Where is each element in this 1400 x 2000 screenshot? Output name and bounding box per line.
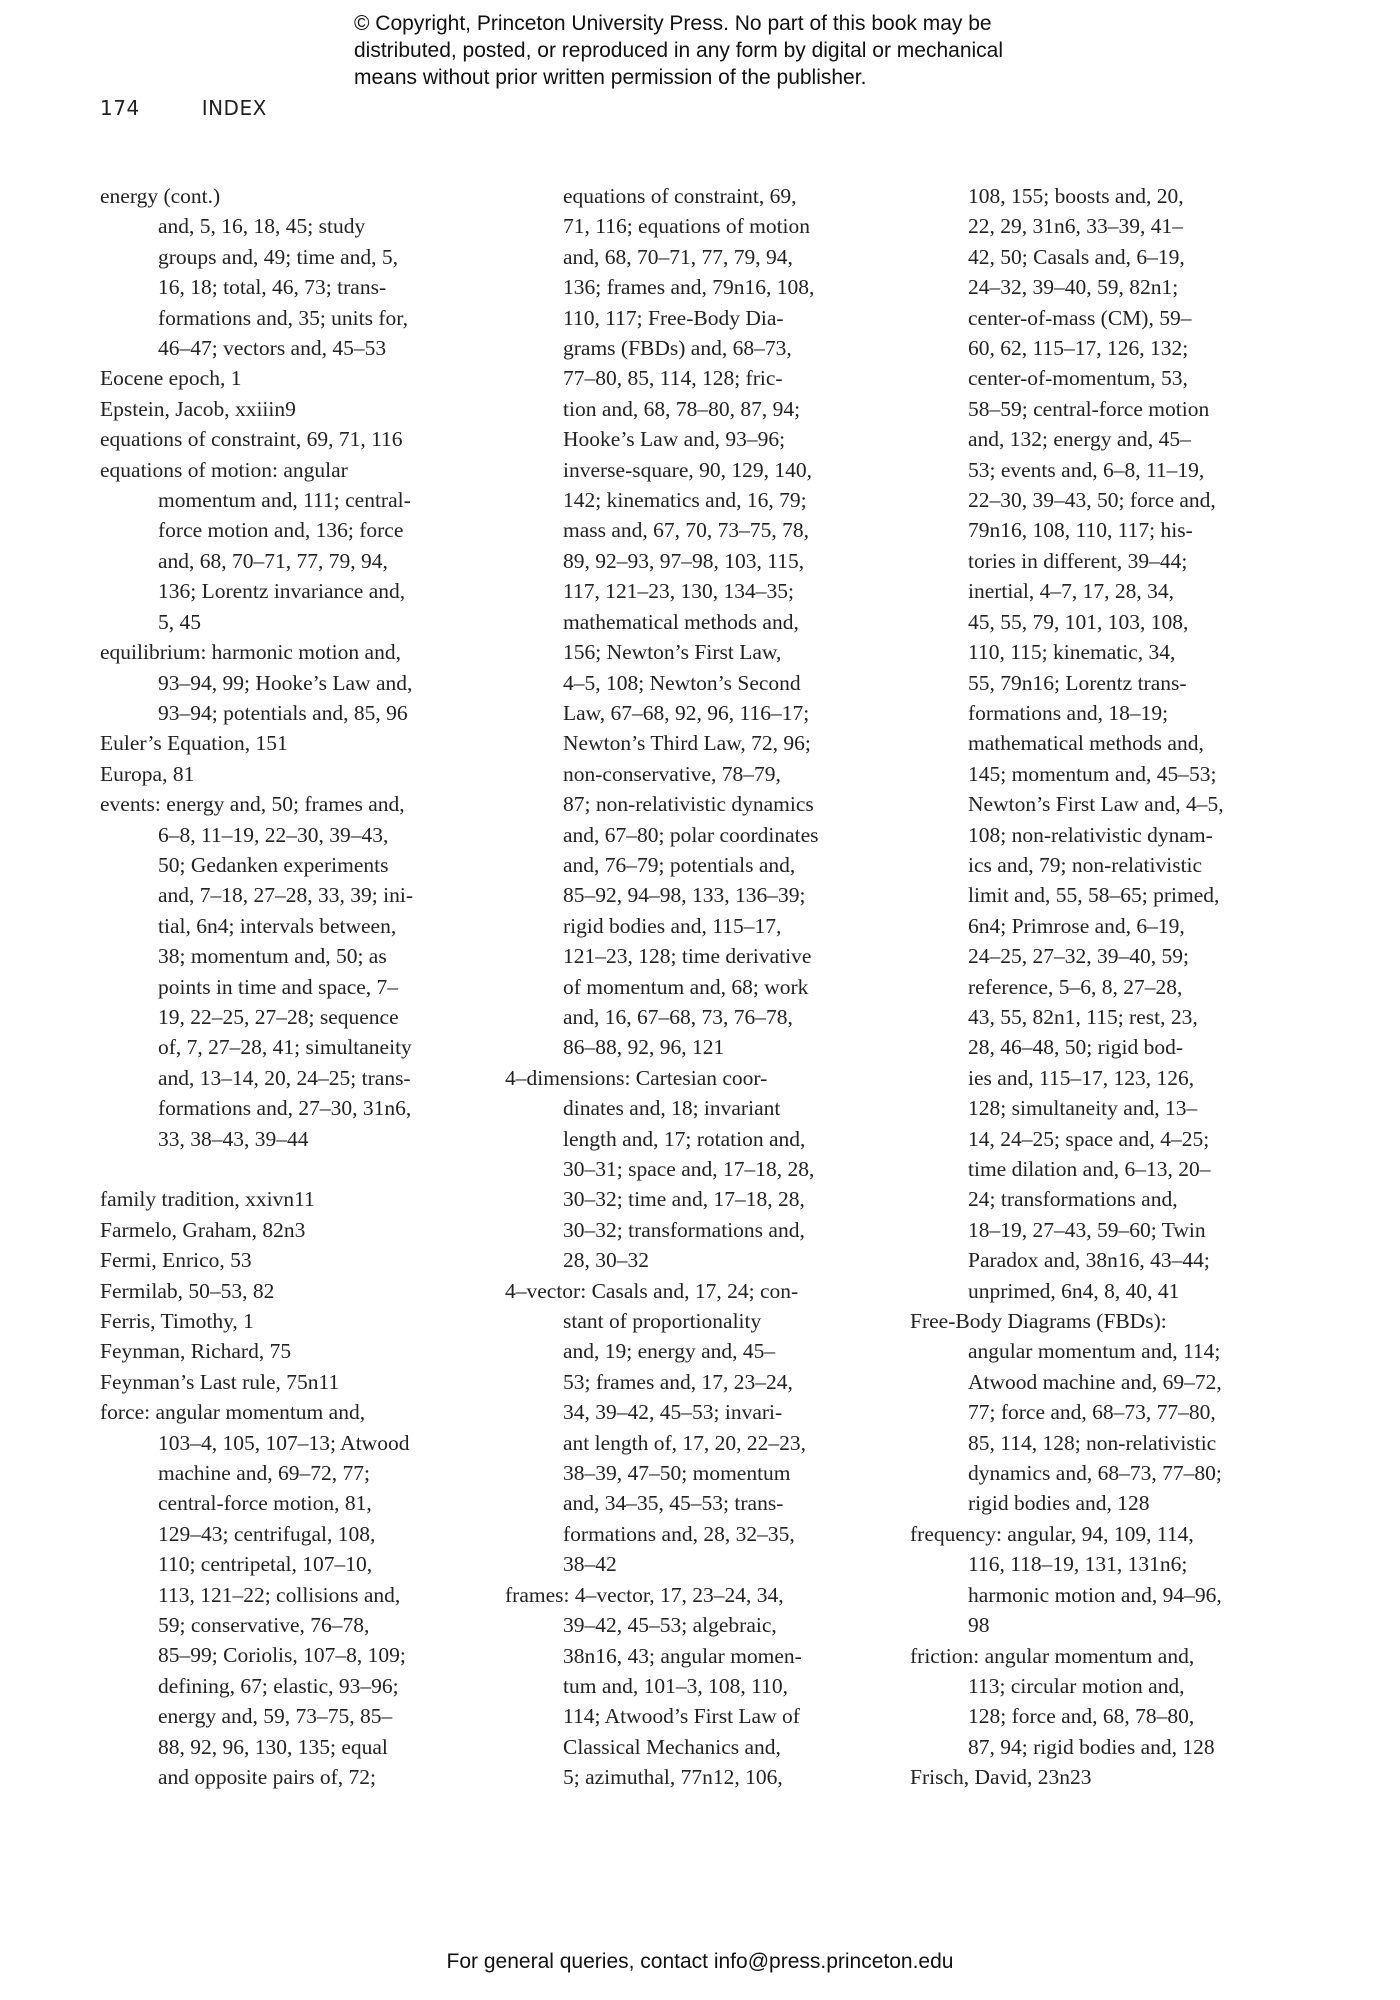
index-continuation-line: and, 68, 70–71, 77, 79, 94, [158,548,388,573]
index-continuation-line: 110; centripetal, 107–10, [158,1552,373,1577]
index-continuation-line: 128; force and, 68, 78–80, [968,1704,1195,1729]
index-continuation-line: groups and, 49; time and, 5, [158,244,399,269]
index-continuation-line: ies and, 115–17, 123, 126, [968,1065,1195,1090]
footer-contact: For general queries, contact info@press.princeton.edu [446,1950,954,1973]
index-continuation-line: 136; Lorentz invariance and, [158,579,406,604]
index-continuation-line: 39–42, 45–53; algebraic, [563,1613,777,1638]
index-continuation-line: 113; circular motion and, [968,1673,1185,1698]
copyright-line: distributed, posted, or reproduced in any form by digital or mechanical [354,39,1004,62]
index-continuation-line: 114; Atwood’s First Law of [563,1704,800,1729]
index-entry: equations of constraint, 69, 71, 116 [100,427,403,452]
index-column-2 [505,181,905,1793]
index-continuation-line: formations and, 27–30, 31n6, [158,1096,412,1121]
index-continuation-line: 24–25, 27–32, 39–40, 59; [968,944,1189,969]
index-entry: energy (cont.) [100,184,221,208]
index-continuation-line: 87; non-relativistic dynamics [563,792,814,817]
index-continuation-line: rigid bodies and, 115–17, [563,913,782,938]
index-continuation-line: and, 76–79; potentials and, [563,852,796,877]
index-spacer [100,1154,500,1184]
index-entry: friction: angular momentum and, [910,1643,1195,1668]
index-continuation-line: 71, 116; equations of motion [563,214,811,239]
index-continuation-line: machine and, 69–72, 77; [158,1461,370,1486]
index-continuation-line: 53; events and, 6–8, 11–19, [968,457,1205,482]
index-continuation-line: 6n4; Primrose and, 6–19, [968,913,1185,938]
index-continuation-line: 128; simultaneity and, 13– [968,1096,1198,1121]
index-entry: Free-Body Diagrams (FBDs): [910,1309,1167,1334]
index-continuation-line: 86–88, 92, 96, 121 [563,1035,725,1060]
index-continuation-line: 43, 55, 82n1, 115; rest, 23, [968,1004,1198,1029]
index-continuation-line: limit and, 55, 58–65; primed, [968,883,1220,908]
index-continuation-line: 142; kinematics and, 16, 79; [563,488,807,513]
page-number: 174 [100,96,140,120]
index-continuation-line: 34, 39–42, 45–53; invari- [563,1400,783,1425]
index-continuation-line: Paradox and, 38n16, 43–44; [968,1248,1210,1273]
index-continuation-line: and, 7–18, 27–28, 33, 39; ini- [158,883,413,908]
index-continuation-line: 4–5, 108; Newton’s Second [563,670,801,695]
index-continuation-line: grams (FBDs) and, 68–73, [563,336,792,361]
index-entry: frames: 4–vector, 17, 23–24, 34, [505,1582,784,1607]
index-continuation-line: length and, 17; rotation and, [563,1126,806,1151]
index-continuation-line: points in time and space, 7– [158,974,399,999]
index-continuation-line: 42, 50; Casals and, 6–19, [968,244,1185,269]
index-entry: equilibrium: harmonic motion and, [100,640,401,665]
index-continuation-line: reference, 5–6, 8, 27–28, [968,974,1183,999]
index-continuation-line: 59; conservative, 76–78, [158,1613,370,1638]
index-continuation-line: 53; frames and, 17, 23–24, [563,1369,793,1394]
index-continuation-line: mathematical methods and, [563,609,799,634]
index-continuation-line: angular momentum and, 114; [968,1339,1221,1364]
index-entry: force: angular momentum and, [100,1400,366,1425]
index-continuation-line: 87, 94; rigid bodies and, 128 [968,1734,1215,1759]
index-continuation-line: dynamics and, 68–73, 77–80; [968,1461,1222,1486]
index-continuation-line: and, 34–35, 45–53; trans- [563,1491,784,1516]
index-continuation-line: Atwood machine and, 69–72, [968,1369,1222,1394]
index-continuation-line: 98 [968,1613,990,1638]
index-continuation-line: momentum and, 111; central- [158,488,411,513]
page-title: INDEX [201,96,267,120]
index-entry: Euler’s Equation, 151 [100,731,288,756]
index-continuation-line: and, 16, 67–68, 73, 76–78, [563,1004,793,1029]
index-continuation-line: force motion and, 136; force [158,518,404,543]
index-entry: equations of motion: angular [100,457,348,482]
index-continuation-line: 89, 92–93, 97–98, 103, 115, [563,548,805,573]
index-continuation-line: 110, 117; Free-Body Dia- [563,305,784,330]
index-column-3 [910,181,1310,1793]
index-continuation-line: 136; frames and, 79n16, 108, [563,275,815,300]
index-continuation-line: of, 7, 27–28, 41; simultaneity [158,1035,412,1060]
index-continuation-line: 46–47; vectors and, 45–53 [158,336,387,361]
index-continuation-line: 55, 79n16; Lorentz trans- [968,670,1187,695]
index-continuation-line: inertial, 4–7, 17, 28, 34, [968,579,1175,604]
index-continuation-line: 108; non-relativistic dynam- [968,822,1213,847]
index-entry: family tradition, xxivn11 [100,1187,315,1212]
index-continuation-line: and, 132; energy and, 45– [968,427,1191,452]
index-continuation-line: 22, 29, 31n6, 33–39, 41– [968,214,1183,239]
index-continuation-line: tion and, 68, 78–80, 87, 94; [563,396,801,421]
index-continuation-line: formations and, 18–19; [968,700,1169,725]
index-continuation-line: 33, 38–43, 39–44 [158,1126,309,1151]
index-entry: 4–dimensions: Cartesian coor- [505,1065,768,1090]
index-continuation-line: 38–39, 47–50; momentum [563,1461,791,1486]
index-continuation-line: 113, 121–22; collisions and, [158,1582,401,1607]
index-continuation-line: 60, 62, 115–17, 126, 132; [968,336,1189,361]
index-entry: Epstein, Jacob, xxiiin9 [100,396,296,421]
index-continuation-line: defining, 67; elastic, 93–96; [158,1673,399,1698]
index-continuation-line: 45, 55, 79, 101, 103, 108, [968,609,1189,634]
index-continuation-line: energy and, 59, 73–75, 85– [158,1704,393,1729]
index-entry: events: energy and, 50; frames and, [100,792,405,817]
index-continuation-line: 103–4, 105, 107–13; Atwood [158,1430,410,1455]
index-entry: Fermilab, 50–53, 82 [100,1278,275,1303]
index-entry: Fermi, Enrico, 53 [100,1248,252,1273]
index-continuation-line: 77; force and, 68–73, 77–80, [968,1400,1216,1425]
index-entry: frequency: angular, 94, 109, 114, [910,1521,1194,1546]
index-continuation-line: 16, 18; total, 46, 73; trans- [158,275,387,300]
index-continuation-line: Hooke’s Law and, 93–96; [563,427,786,452]
index-continuation-line: and, 19; energy and, 45– [563,1339,776,1364]
index-continuation-line: 58–59; central-force motion [968,396,1210,421]
index-entry: Frisch, David, 23n23 [910,1765,1092,1790]
index-entry: Eocene epoch, 1 [100,366,242,391]
index-continuation-line: 121–23, 128; time derivative [563,944,812,969]
index-entry: Feynman, Richard, 75 [100,1339,292,1364]
index-continuation-line: formations and, 35; units for, [158,305,408,330]
index-continuation-line: 85, 114, 128; non-relativistic [968,1430,1217,1455]
index-continuation-line: 85–99; Coriolis, 107–8, 109; [158,1643,406,1668]
index-continuation-line: center-of-mass (CM), 59– [968,305,1192,330]
index-entry: Farmelo, Graham, 82n3 [100,1217,306,1242]
index-continuation-line: 145; momentum and, 45–53; [968,761,1217,786]
index-continuation-line: 77–80, 85, 114, 128; fric- [563,366,783,391]
running-head [100,96,267,120]
index-continuation-line: mathematical methods and, [968,731,1204,756]
index-continuation-line: equations of constraint, 69, [563,184,797,208]
index-continuation-line: 30–31; space and, 17–18, 28, [563,1157,815,1181]
index-continuation-line: and, 13–14, 20, 24–25; trans- [158,1065,411,1090]
index-continuation-line: Newton’s First Law and, 4–5, [968,792,1224,817]
index-continuation-line: and, 67–80; polar coordinates [563,822,819,847]
index-continuation-line: 6–8, 11–19, 22–30, 39–43, [158,822,389,847]
index-continuation-line: Law, 67–68, 92, 96, 116–17; [563,700,810,725]
index-continuation-line: 14, 24–25; space and, 4–25; [968,1126,1210,1151]
index-continuation-line: 156; Newton’s First Law, [563,640,782,665]
index-entry: 4–vector: Casals and, 17, 24; con- [505,1278,799,1303]
index-continuation-line: 88, 92, 96, 130, 135; equal [158,1734,388,1759]
index-continuation-line: 22–30, 39–43, 50; force and, [968,488,1216,513]
index-continuation-line: harmonic motion and, 94–96, [968,1582,1222,1607]
index-continuation-line: formations and, 28, 32–35, [563,1521,795,1546]
index-continuation-line: tories in different, 39–44; [968,548,1188,573]
index-continuation-line: stant of proportionality [563,1309,762,1334]
copyright-line: © Copyright, Princeton University Press. No part of this book may be [354,12,992,35]
index-continuation-line: and, 5, 16, 18, 45; study [158,214,366,239]
index-continuation-line: Classical Mechanics and, [563,1734,781,1759]
index-continuation-line: 117, 121–23, 130, 134–35; [563,579,794,604]
index-continuation-line: 5, 45 [158,609,201,634]
index-continuation-line: rigid bodies and, 128 [968,1491,1150,1516]
index-continuation-line: of momentum and, 68; work [563,974,809,999]
index-continuation-line: inverse-square, 90, 129, 140, [563,457,812,482]
copyright-notice [354,10,1134,91]
index-continuation-line: 30–32; transformations and, [563,1217,805,1242]
index-continuation-line: and opposite pairs of, 72; [158,1765,376,1790]
index-continuation-line: ant length of, 17, 20, 22–23, [563,1430,807,1455]
index-continuation-line: dinates and, 18; invariant [563,1096,781,1121]
index-entry: Feynman’s Last rule, 75n11 [100,1369,340,1394]
index-continuation-line: unprimed, 6n4, 8, 40, 41 [968,1278,1180,1303]
index-continuation-line: 30–32; time and, 17–18, 28, [563,1187,805,1212]
index-continuation-line: 50; Gedanken experiments [158,852,389,877]
index-continuation-line: 28, 30–32 [563,1248,649,1273]
index-continuation-line: ics and, 79; non-relativistic [968,852,1203,877]
index-continuation-line: 24; transformations and, [968,1187,1178,1212]
index-entry: Ferris, Timothy, 1 [100,1309,254,1334]
index-continuation-line: mass and, 67, 70, 73–75, 78, [563,518,810,543]
index-continuation-line: 38n16, 43; angular momen- [563,1643,802,1668]
index-continuation-line: 19, 22–25, 27–28; sequence [158,1004,399,1029]
index-continuation-line: tum and, 101–3, 108, 110, [563,1673,788,1698]
index-continuation-line: time dilation and, 6–13, 20– [968,1157,1211,1181]
index-entry: Europa, 81 [100,761,195,786]
copyright-line: means without prior written permission of the publisher. [354,66,867,89]
index-continuation-line: tial, 6n4; intervals between, [158,913,397,938]
index-continuation-line: 93–94, 99; Hooke’s Law and, [158,670,413,695]
index-continuation-line: 93–94; potentials and, 85, 96 [158,700,408,725]
index-continuation-line: 108, 155; boosts and, 20, [968,184,1184,208]
index-continuation-line: 85–92, 94–98, 133, 136–39; [563,883,806,908]
index-continuation-line: 5; azimuthal, 77n12, 106, [563,1765,783,1790]
index-continuation-line: 129–43; centrifugal, 108, [158,1521,376,1546]
index-continuation-line: 28, 46–48, 50; rigid bod- [968,1035,1183,1060]
index-continuation-line: center-of-momentum, 53, [968,366,1188,391]
index-continuation-line: central-force motion, 81, [158,1491,372,1516]
index-continuation-line: 79n16, 108, 110, 117; his- [968,518,1193,543]
index-continuation-line: 24–32, 39–40, 59, 82n1; [968,275,1179,300]
index-continuation-line: 18–19, 27–43, 59–60; Twin [968,1217,1206,1242]
index-continuation-line: 116, 118–19, 131, 131n6; [968,1552,1188,1577]
index-column-1 [100,181,500,1793]
index-continuation-line: 38–42 [563,1552,617,1577]
index-continuation-line: and, 68, 70–71, 77, 79, 94, [563,244,793,269]
index-continuation-line: 110, 115; kinematic, 34, [968,640,1176,665]
index-continuation-line: Newton’s Third Law, 72, 96; [563,731,811,756]
index-continuation-line: 38; momentum and, 50; as [158,944,387,969]
index-continuation-line: non-conservative, 78–79, [563,761,781,786]
